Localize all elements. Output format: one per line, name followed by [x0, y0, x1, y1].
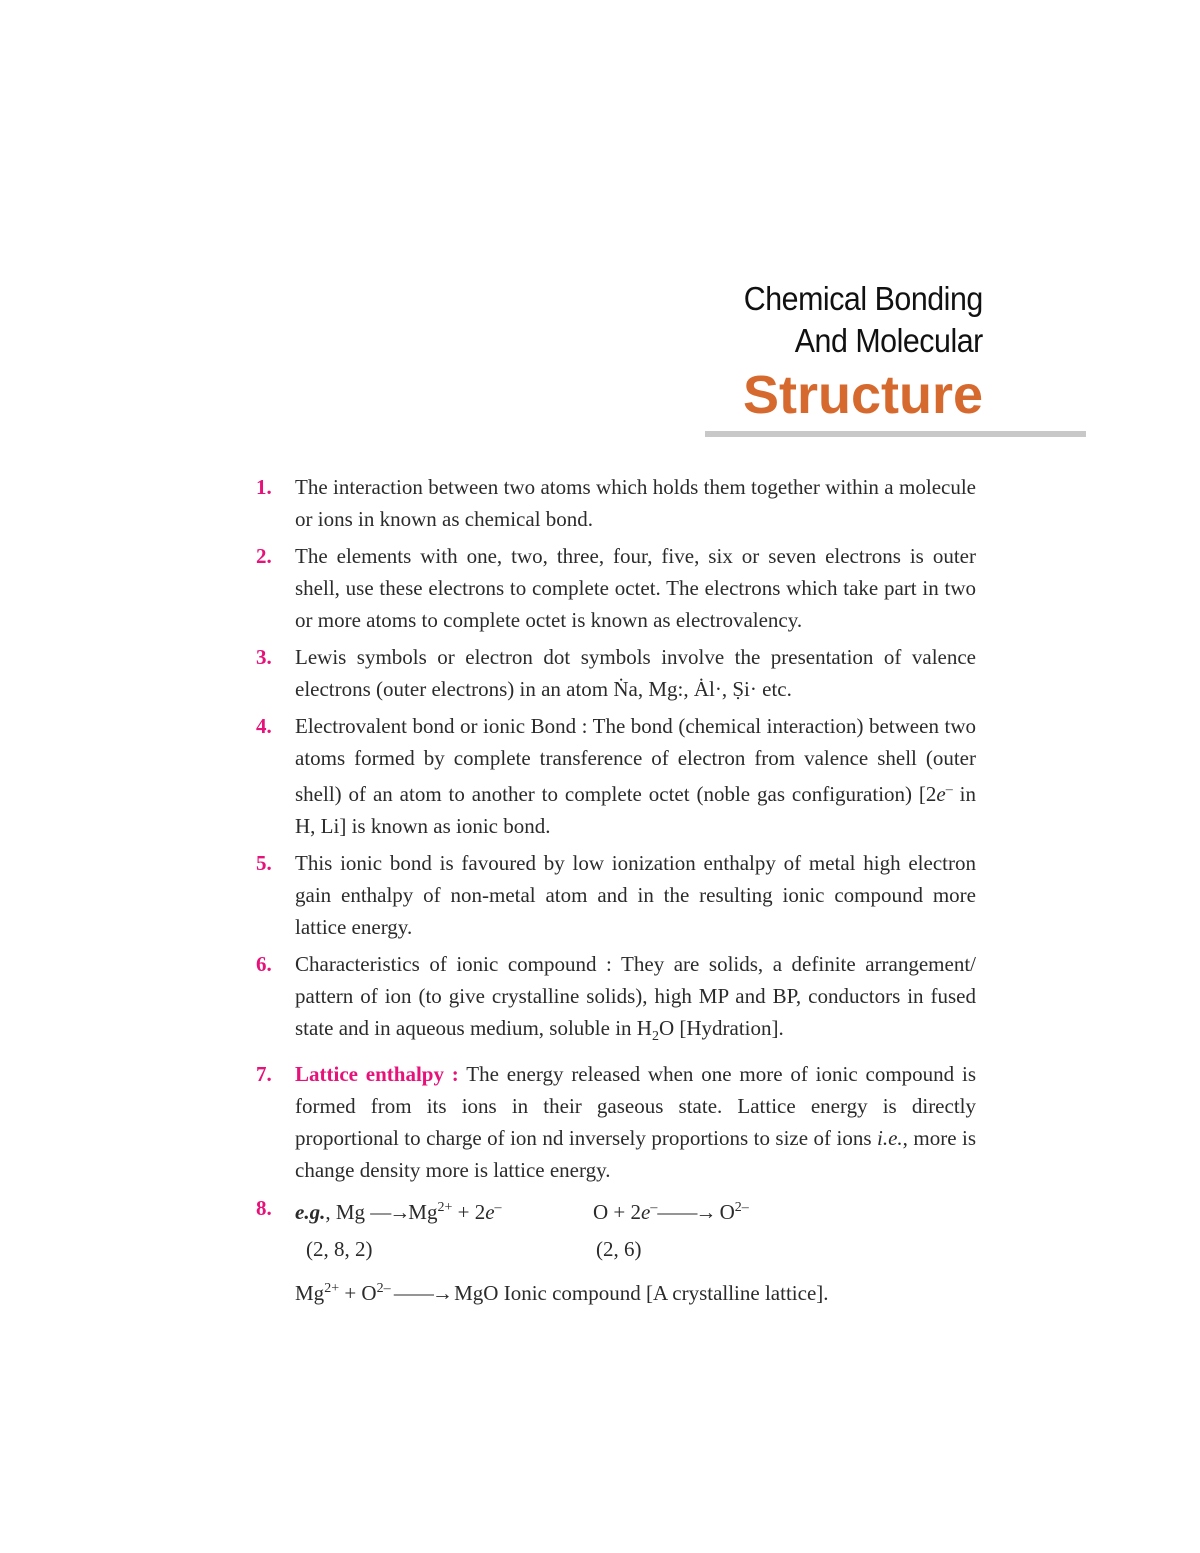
item-number: 5. — [256, 851, 272, 875]
item-number: 2. — [256, 544, 272, 568]
eq-text: , Mg — [325, 1200, 371, 1225]
title-line-2: And Molecular — [794, 322, 983, 359]
list-item — [256, 847, 976, 943]
eq-text: + O — [339, 1281, 377, 1306]
item-text: Lewis symbols or electron dot symbols involve the presentation of valence electrons (outer electrons) in an atom — [295, 645, 976, 701]
eq-text: Mg — [408, 1200, 438, 1225]
title-line-1: Chemical Bonding — [743, 280, 983, 317]
charge-sup: 2– — [376, 1281, 391, 1297]
equation-mg — [295, 1192, 593, 1228]
final-equation — [256, 1273, 976, 1309]
list-item — [256, 471, 976, 535]
item-number: 1. — [256, 475, 272, 499]
item-text-cont: O [Hydration]. — [658, 1016, 784, 1040]
eg-abbrev: e.g. — [295, 1200, 326, 1225]
arrow-icon: ——→ — [390, 1281, 455, 1306]
charge-sup: – — [650, 1200, 658, 1216]
config-mg: (2, 8, 2) — [306, 1237, 373, 1262]
item-number: 7. — [256, 1062, 272, 1087]
item-text-cont: in H, Li] is known as ionic bond. — [295, 782, 976, 838]
eq-text: MgO Ionic compound [A crystalline lattice]. — [454, 1281, 829, 1306]
notes-list — [256, 471, 976, 1309]
title-divider — [705, 431, 1086, 437]
eq-text: + 2 — [452, 1200, 486, 1225]
list-item — [256, 710, 976, 842]
example-item — [256, 1192, 976, 1228]
equation-row — [295, 1192, 976, 1228]
list-item — [256, 1058, 976, 1186]
ie-abbrev: i.e. — [877, 1126, 903, 1151]
item-text: This ionic bond is favoured by low ionization enthalpy of metal high electron gain enthalpy of non-metal atom and in the resulting ionic compound more lattice energy. — [295, 851, 976, 939]
item-text: The elements with one, two, three, four, five, six or seven electrons is outer shell, use these electrons to complete octet. The electrons which take part in two or more atoms to complete octet is known as electrovalency. — [295, 544, 976, 632]
config-o: (2, 6) — [596, 1237, 642, 1262]
item-number: 8. — [256, 1196, 272, 1221]
electron-symbol: e — [641, 1200, 651, 1225]
item-text: Electrovalent bond or ionic Bond : The bond (chemical interaction) between two atoms formed by complete transference of electron from valence shell (outer shell) of an atom to another to complete octet (noble gas configuration) [2 — [295, 714, 976, 806]
chapter-title — [723, 278, 983, 426]
term-label: Lattice enthalpy : — [295, 1062, 459, 1087]
charge-sup: – — [494, 1200, 502, 1216]
arrow-icon: —→ — [370, 1200, 409, 1225]
eq-text: Mg — [295, 1281, 325, 1306]
charge-sup: 2+ — [324, 1281, 340, 1297]
list-item — [256, 641, 976, 705]
item-text: Characteristics of ionic compound : They are solids, a definite arrangement/ pattern of ion (to give crystalline solids), high MP and BP, conductors in fused state and in aqueous medium, soluble in H — [295, 952, 976, 1040]
charge-sup: – — [945, 782, 953, 797]
list-item — [256, 540, 976, 636]
lewis-symbols: Ṅa, Mg:, Ȧl·, Ṣi· etc. — [613, 677, 792, 701]
title-main: Structure — [742, 365, 983, 425]
item-number: 3. — [256, 645, 272, 669]
eq-text: O — [714, 1200, 735, 1225]
electron-symbol: e — [936, 782, 946, 806]
list-item — [256, 948, 976, 1053]
item-number: 6. — [256, 952, 272, 976]
electron-symbol: e — [485, 1200, 495, 1225]
charge-sup: 2– — [734, 1200, 749, 1216]
eq-text: O + 2 — [593, 1200, 642, 1225]
item-text: The interaction between two atoms which holds them together within a molecule or ions in known as chemical bond. — [295, 475, 976, 531]
config-row — [256, 1233, 976, 1265]
item-text: The energy released when one more of ionic compound is formed from its ions in their gaseous state. Lattice energy is directly proportional to charge of ion nd inversely proportions to size of ions — [295, 1062, 976, 1151]
subscript: 2 — [651, 1029, 659, 1045]
charge-sup: 2+ — [437, 1200, 453, 1216]
item-text-cont: , more is change density more is lattice energy. — [295, 1126, 977, 1183]
item-number: 4. — [256, 714, 272, 738]
arrow-icon: ——→ — [657, 1200, 715, 1225]
equation-o — [593, 1192, 749, 1228]
